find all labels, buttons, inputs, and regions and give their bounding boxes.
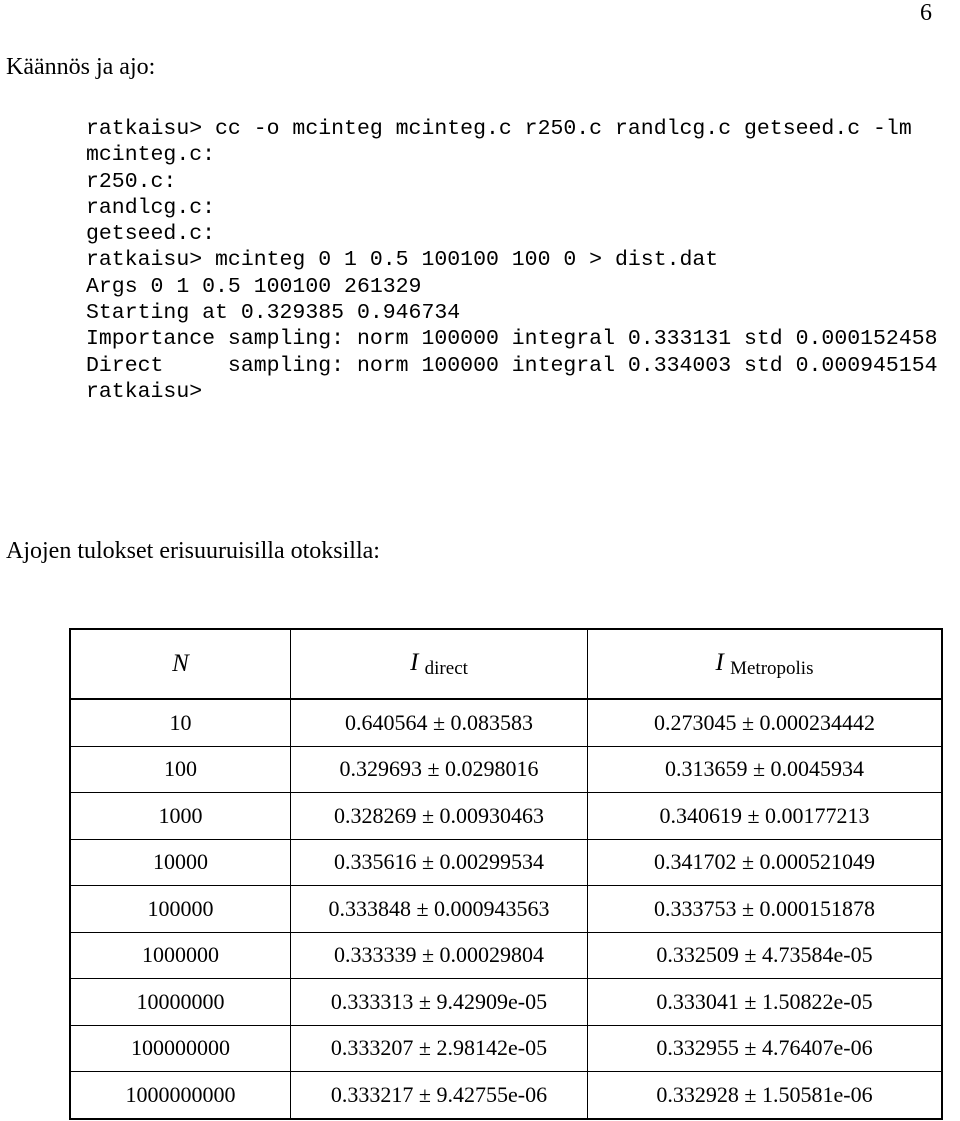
code-line: Direct sampling: norm 100000 integral 0.334003 std 0.000945154 <box>86 353 938 378</box>
cell-direct: 0.333848 ± 0.000943563 <box>291 886 588 933</box>
table-row <box>70 886 942 933</box>
cell-n: 1000 <box>70 793 291 840</box>
results-table <box>69 628 943 1120</box>
code-line: Starting at 0.329385 0.946734 <box>86 301 461 326</box>
cell-n: 100000000 <box>70 1025 291 1072</box>
terminal-output <box>86 116 938 405</box>
cell-metropolis: 0.332928 ± 1.50581e-06 <box>588 1072 943 1119</box>
table-row <box>70 839 942 886</box>
cell-direct: 0.335616 ± 0.00299534 <box>291 839 588 886</box>
code-line: mcinteg.c: <box>86 143 216 168</box>
cell-direct: 0.333207 ± 2.98142e-05 <box>291 1025 588 1072</box>
table-row <box>70 1025 942 1072</box>
cell-direct: 0.333313 ± 9.42909e-05 <box>291 979 588 1026</box>
table-row <box>70 699 942 746</box>
cell-direct: 0.329693 ± 0.0298016 <box>291 746 588 793</box>
cell-direct: 0.328269 ± 0.00930463 <box>291 793 588 840</box>
cell-metropolis: 0.273045 ± 0.000234442 <box>653 709 876 735</box>
code-line: ratkaisu> <box>86 379 203 404</box>
cell-direct: 0.640564 ± 0.083583 <box>291 699 588 746</box>
table-row <box>70 979 942 1026</box>
cell-n: 1000000 <box>70 932 291 979</box>
cell-metropolis: 0.313659 ± 0.0045934 <box>588 746 943 793</box>
code-line: getseed.c: <box>86 222 216 247</box>
heading-results: Ajojen tulokset erisuuruisilla otoksilla: <box>6 538 380 564</box>
code-line: r250.c: <box>86 169 177 194</box>
cell-n: 100 <box>70 746 291 793</box>
code-line: Args 0 1 0.5 100100 261329 <box>86 274 422 299</box>
page-number: 6 <box>920 0 932 26</box>
table-header-row <box>70 629 942 699</box>
cell-n: 10 <box>70 699 291 746</box>
header-i-direct: I $_{direct}$ <box>291 629 588 699</box>
code-line: Importance sampling: norm 100000 integral 0.333131 std 0.000152458 <box>86 327 938 352</box>
table-row <box>70 746 942 793</box>
cell-metropolis: 0.332509 ± 4.73584e-05 <box>588 932 943 979</box>
code-line: ratkaisu> cc -o mcinteg mcinteg.c r250.c randlcg.c getseed.c -lm <box>86 117 912 141</box>
cell-direct: 0.333217 ± 9.42755e-06 <box>291 1072 588 1119</box>
code-line: ratkaisu> mcinteg 0 1 0.5 100100 100 0 > dist.dat <box>86 248 719 273</box>
header-n: N <box>70 629 291 699</box>
cell-direct: 0.333339 ± 0.00029804 <box>291 932 588 979</box>
cell-n: 10000 <box>70 839 291 886</box>
table-body <box>70 699 942 1119</box>
cell-n: 100000 <box>70 886 291 933</box>
cell-n: 10000000 <box>70 979 291 1026</box>
cell-metropolis: 0.333041 ± 1.50822e-05 <box>588 979 943 1026</box>
cell-metropolis: 0.332955 ± 4.76407e-06 <box>588 1025 943 1072</box>
cell-metropolis: 0.340619 ± 0.00177213 <box>588 793 943 840</box>
cell-n: 1000000000 <box>70 1072 291 1119</box>
table-row <box>70 1072 942 1119</box>
table-row <box>70 793 942 840</box>
table-row <box>70 932 942 979</box>
header-i-metropolis: I $_{Metropolis}$ <box>588 629 943 699</box>
heading-compile-and-run: Käännös ja ajo: <box>6 54 156 80</box>
cell-metropolis: 0.341702 ± 0.000521049 <box>588 839 943 886</box>
cell-metropolis: 0.333753 ± 0.000151878 <box>588 886 943 933</box>
code-line: randlcg.c: <box>86 195 216 220</box>
